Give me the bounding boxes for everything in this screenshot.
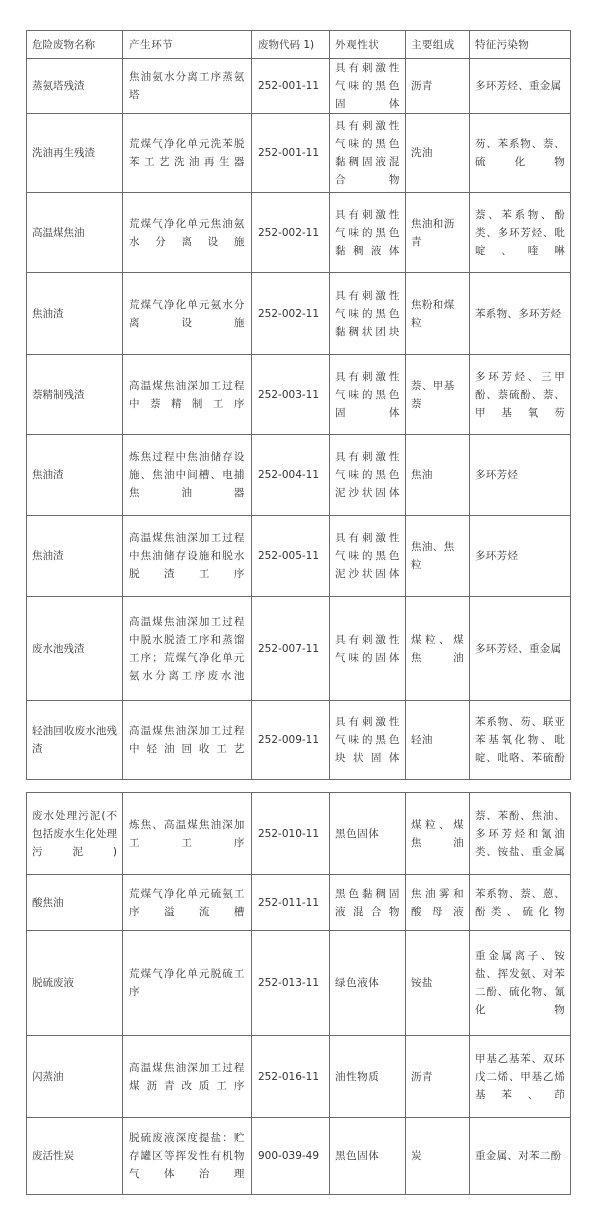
cell-process: 高温煤焦油深加工过程中焦油储存设施和脱水脱渣工序 (123, 516, 252, 597)
table-row (27, 355, 571, 435)
cell-appearance: 油性物质 (330, 1036, 406, 1118)
cell-appearance: 具有刺激性气味的黑色固体 (330, 355, 406, 435)
cell-pollutant: 苯系物、芴、联亚苯基氧化物、吡啶、吡咯、苯硫酚 (470, 701, 571, 780)
cell-pollutant: 苯系物、多环芳烃 (470, 273, 571, 355)
table-row (27, 597, 571, 701)
cell-appearance: 黑色固体 (330, 793, 406, 875)
cell-appearance: 具有刺激性气味的黑色黏稠状团块 (330, 273, 406, 355)
header-process: 产生环节 (123, 31, 252, 59)
cell-code: 252-016-11 (252, 1036, 330, 1118)
cell-appearance: 具有刺激性气味的黑色块状固体 (330, 701, 406, 780)
cell-appearance: 黑色固体 (330, 1118, 406, 1195)
cell-pollutant: 多环芳烃、三甲酚、萘硫酚、萘、甲基氧芴 (470, 355, 571, 435)
cell-code: 252-003-11 (252, 355, 330, 435)
table-row (27, 114, 571, 193)
cell-pollutant: 芴、苯系物、萘、硫化物 (470, 114, 571, 193)
cell-composition: 沥青 (406, 1036, 470, 1118)
cell-pollutant: 多环芳烃、重金属 (470, 59, 571, 114)
cell-appearance: 具有刺激性气味的固体 (330, 597, 406, 701)
cell-code: 252-007-11 (252, 597, 330, 701)
cell-process: 高温煤焦油深加工过程煤沥青改质工序 (123, 1036, 252, 1118)
cell-name: 萘精制残渣 (27, 355, 123, 435)
cell-process: 荒煤气净化单元脱硫工序 (123, 931, 252, 1036)
cell-process: 脱硫废液深度提盐：贮存罐区等挥发性有机物气体治理 (123, 1118, 252, 1195)
cell-name: 洗油再生残渣 (27, 114, 123, 193)
header-code: 废物代码 1) (252, 31, 330, 59)
hazardous-waste-table-part2 (26, 792, 571, 1195)
cell-name: 蒸氨塔残渣 (27, 59, 123, 114)
cell-name: 脱硫废液 (27, 931, 123, 1036)
cell-appearance: 具有刺激性气味的黑色黏稠液体 (330, 193, 406, 273)
cell-composition: 焦粉和煤粒 (406, 273, 470, 355)
cell-process: 荒煤气净化单元焦油氨水分离设施 (123, 193, 252, 273)
cell-appearance: 具有刺激性气味的黑色黏稠固液混合物 (330, 114, 406, 193)
cell-code: 252-002-11 (252, 193, 330, 273)
cell-composition: 洗油 (406, 114, 470, 193)
header-name: 危险废物名称 (27, 31, 123, 59)
cell-composition: 焦油、焦粒 (406, 516, 470, 597)
cell-appearance: 具有刺激性气味的黑色固体 (330, 59, 406, 114)
cell-composition: 轻油 (406, 701, 470, 780)
cell-code: 252-001-11 (252, 59, 330, 114)
table-row (27, 875, 571, 931)
cell-pollutant: 重金属离子、铵盐、挥发氨、对苯二酚、硫化物、氰化物 (470, 931, 571, 1036)
cell-name: 酸焦油 (27, 875, 123, 931)
cell-pollutant: 多环芳烃 (470, 516, 571, 597)
cell-pollutant: 萘、苯酚、焦油、多环芳烃和氰油类、铵盐、重金属 (470, 793, 571, 875)
cell-code: 252-001-11 (252, 114, 330, 193)
cell-name: 废活性炭 (27, 1118, 123, 1195)
cell-name: 轻油回收废水池残渣 (27, 701, 123, 780)
cell-process: 荒煤气净化单元硫氨工序溢流槽 (123, 875, 252, 931)
cell-process: 高温煤焦油深加工过程中萘精制工序 (123, 355, 252, 435)
cell-code: 252-002-11 (252, 273, 330, 355)
cell-pollutant: 萘、苯系物、酚类、多环芳烃、吡啶、喹啉 (470, 193, 571, 273)
cell-name: 焦油渣 (27, 435, 123, 516)
hazardous-waste-table-part1 (26, 30, 571, 780)
table-row (27, 193, 571, 273)
cell-name: 高温煤焦油 (27, 193, 123, 273)
header-pollutant: 特征污染物 (470, 31, 571, 59)
cell-composition: 焦油和沥青 (406, 193, 470, 273)
cell-process: 荒煤气净化单元氨水分离设施 (123, 273, 252, 355)
cell-process: 炼焦过程中焦油储存设施、焦油中间槽、电捕焦油器 (123, 435, 252, 516)
cell-name: 废水池残渣 (27, 597, 123, 701)
cell-composition: 萘、甲基萘 (406, 355, 470, 435)
cell-code: 900-039-49 (252, 1118, 330, 1195)
cell-pollutant: 苯系物、萘、蒽、酚类、硫化物 (470, 875, 571, 931)
cell-appearance: 具有刺激性气味的黑色泥沙状固体 (330, 435, 406, 516)
cell-appearance: 绿色液体 (330, 931, 406, 1036)
cell-process: 高温煤焦油深加工过程中轻油回收工艺 (123, 701, 252, 780)
table-row (27, 1036, 571, 1118)
cell-pollutant: 甲基乙基苯、双环戊二烯、甲基乙烯基苯、茚 (470, 1036, 571, 1118)
table-row (27, 435, 571, 516)
cell-composition: 铵盐 (406, 931, 470, 1036)
table-row (27, 516, 571, 597)
cell-process: 焦油氨水分离工序蒸氨塔 (123, 59, 252, 114)
cell-process: 荒煤气净化单元洗苯脱苯工艺洗油再生器 (123, 114, 252, 193)
table-row (27, 931, 571, 1036)
table-row (27, 701, 571, 780)
cell-composition: 焦油 (406, 435, 470, 516)
cell-appearance: 黑色黏稠固液混合物 (330, 875, 406, 931)
cell-composition: 炭 (406, 1118, 470, 1195)
cell-name: 废水处理污泥(不包括废水生化处理污泥) (27, 793, 123, 875)
cell-code: 252-011-11 (252, 875, 330, 931)
table-row (27, 1118, 571, 1195)
cell-pollutant: 重金属、对苯二酚 (470, 1118, 571, 1195)
cell-composition: 焦油雾和酸母液 (406, 875, 470, 931)
cell-code: 252-004-11 (252, 435, 330, 516)
cell-pollutant: 多环芳烃、重金属 (470, 597, 571, 701)
cell-process: 高温煤焦油深加工过程中脱水脱渣工序和蒸馏工序；荒煤气净化单元氨水分离工序废水池 (123, 597, 252, 701)
cell-code: 252-010-11 (252, 793, 330, 875)
cell-name: 焦油渣 (27, 273, 123, 355)
cell-code: 252-005-11 (252, 516, 330, 597)
table-row (27, 59, 571, 114)
cell-pollutant: 多环芳烃 (470, 435, 571, 516)
cell-process: 炼焦、高温煤焦油深加工工序 (123, 793, 252, 875)
table-row (27, 273, 571, 355)
cell-composition: 煤粒、煤焦油 (406, 597, 470, 701)
cell-code: 252-009-11 (252, 701, 330, 780)
cell-composition: 煤粒、煤焦油 (406, 793, 470, 875)
header-appearance: 外观性状 (330, 31, 406, 59)
table-header-row (27, 31, 571, 59)
header-composition: 主要组成 (406, 31, 470, 59)
cell-name: 焦油渣 (27, 516, 123, 597)
table-row (27, 793, 571, 875)
cell-code: 252-013-11 (252, 931, 330, 1036)
cell-appearance: 具有刺激性气味的黑色泥沙状固体 (330, 516, 406, 597)
cell-name: 闪蒸油 (27, 1036, 123, 1118)
cell-composition: 沥青 (406, 59, 470, 114)
